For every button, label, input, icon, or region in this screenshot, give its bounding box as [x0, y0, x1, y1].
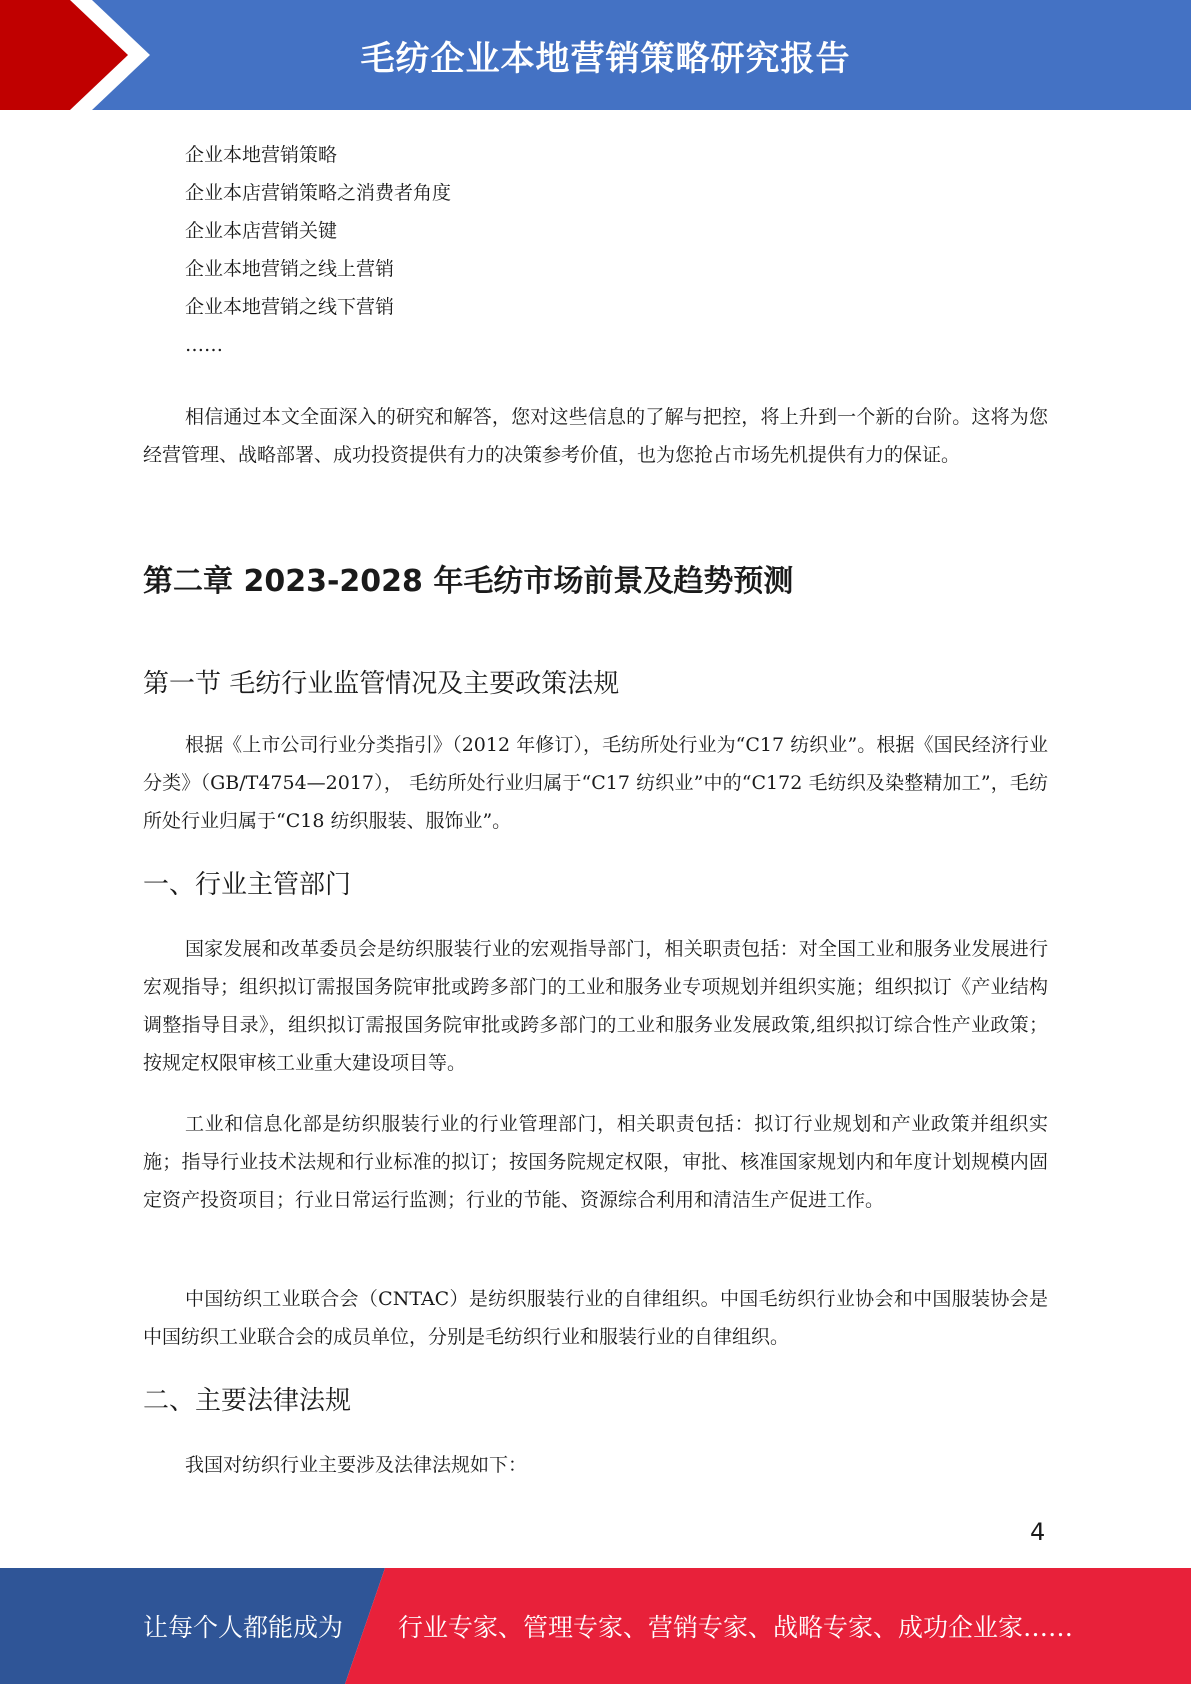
- footer-slogan-right: 行业专家、管理专家、营销专家、战略专家、成功企业家……: [398, 1613, 1074, 1642]
- subsection-title-laws: 二、主要法律法规: [143, 1386, 352, 1416]
- toc-ellipsis: ……: [185, 334, 223, 356]
- toc-item: 企业本店营销策略之消费者角度: [185, 182, 452, 204]
- intro-paragraph: 相信通过本文全面深入的研究和解答，您对这些信息的了解与把控，将上升到一个新的台阶。这将为您经营管理、战略部署、成功投资提供有力的决策参考价值，也为您抢占市场先机提供有力的保证。: [143, 406, 1048, 466]
- toc-item: 企业本地营销之线上营销: [185, 258, 395, 280]
- toc-item: 企业本地营销之线下营销: [185, 296, 395, 318]
- paragraph-ndrc: 国家发展和改革委员会是纺织服装行业的宏观指导部门，相关职责包括：对全国工业和服务业发展进行宏观指导；组织拟订需报国务院审批或跨多部门的工业和服务业专项规划并组织实施；组织拟订《产业结构调整指导目录》，组织拟订需报国务院审批或跨多部门的工业和服务业发展政策,组织拟订综合性产业政策；按规定权限审核工业重大建设项目等。: [143, 938, 1048, 1074]
- section-paragraph: 根据《上市公司行业分类指引》（2012 年修订），毛纺所处行业为“C17 纺织业”。根据《国民经济行业分类》（GB/T4754—2017）， 毛纺所处行业归属于“C17 纺织业”中的“C172 毛纺织及染整精加工”，毛纺所处行业归属于“C18 纺织服装、服饰业”。: [143, 734, 1048, 832]
- toc-list: [185, 136, 451, 364]
- page-footer: [0, 1568, 1191, 1684]
- paragraph-cntac: 中国纺织工业联合会（CNTAC）是纺织服装行业的自律组织。中国毛纺织行业协会和中国服装协会是中国纺织工业联合会的成员单位，分别是毛纺织行业和服装行业的自律组织。: [143, 1288, 1048, 1348]
- section-title: 第一节 毛纺行业监管情况及主要政策法规: [143, 669, 620, 699]
- footer-slogan-left: 让每个人都能成为: [143, 1613, 344, 1642]
- toc-item: 企业本店营销关键: [185, 220, 338, 242]
- paragraph-miit: 工业和信息化部是纺织服装行业的行业管理部门，相关职责包括：拟订行业规划和产业政策并组织实施；指导行业技术法规和行业标准的拟订；按国务院规定权限，审批、核准国家规划内和年度计划规模内固定资产投资项目；行业日常运行监测；行业的节能、资源综合利用和清洁生产促进工作。: [143, 1113, 1048, 1211]
- document-title: 毛纺企业本地营销策略研究报告: [360, 38, 851, 79]
- chapter-title: 第二章 2023-2028 年毛纺市场前景及趋势预测: [143, 564, 794, 599]
- subsection-title-departments: 一、行业主管部门: [143, 870, 352, 900]
- toc-item: 企业本地营销策略: [185, 144, 338, 166]
- page-header: [0, 0, 1191, 110]
- paragraph-laws-intro: 我国对纺织行业主要涉及法律法规如下：: [185, 1454, 528, 1476]
- page-number: 4: [1030, 1518, 1046, 1546]
